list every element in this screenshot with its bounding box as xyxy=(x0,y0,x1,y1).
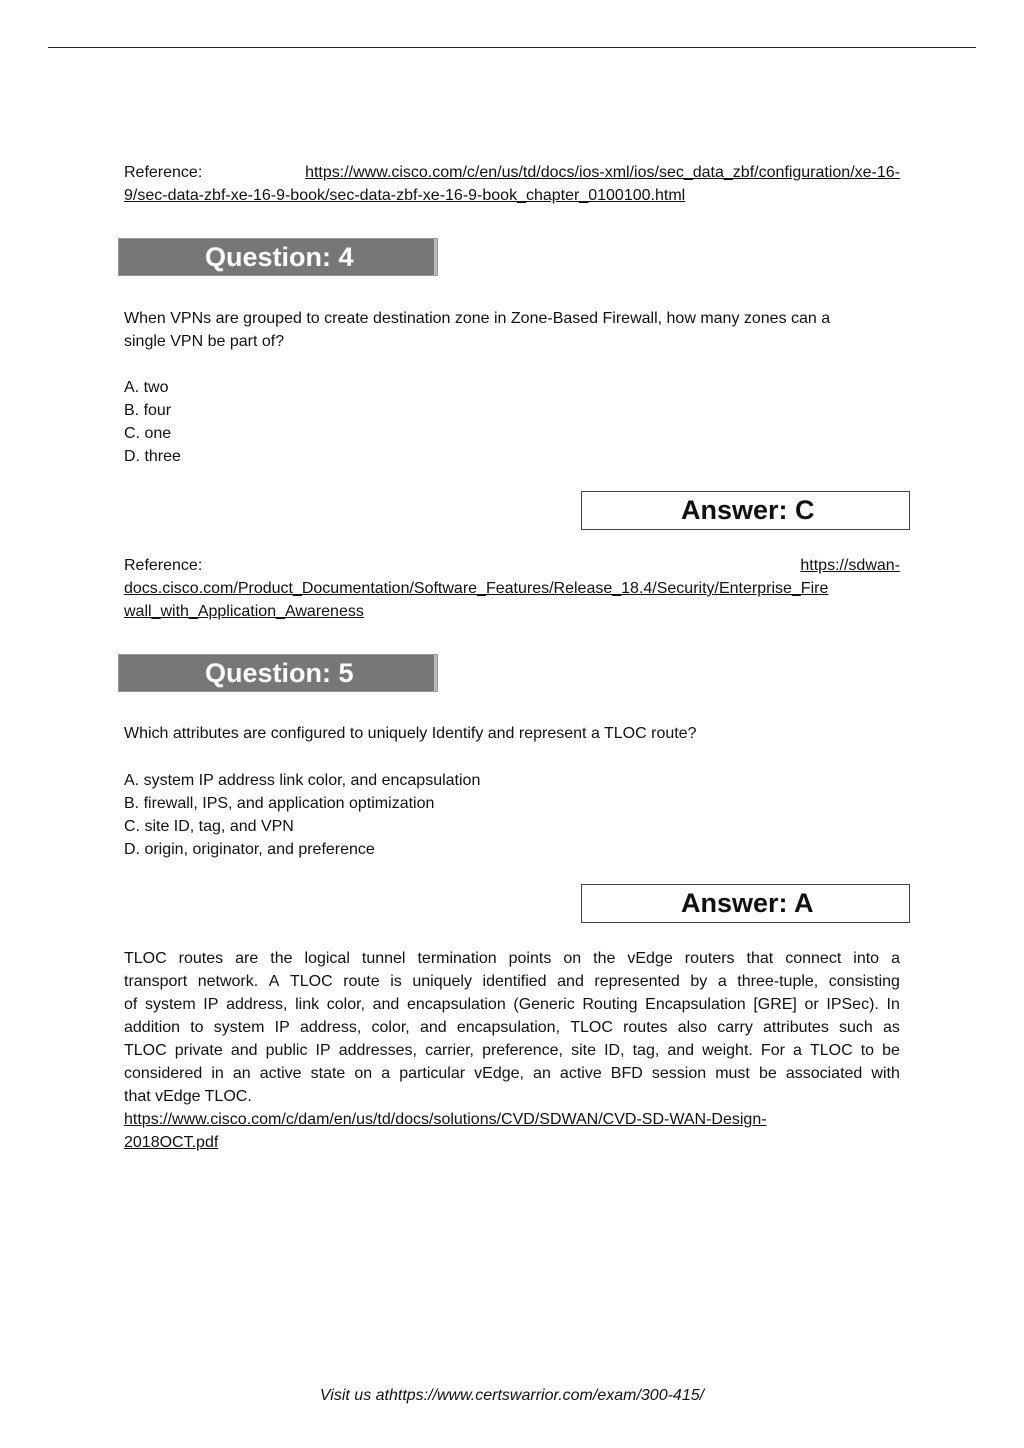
footer-text: Visit us athttps://www.certswarrior.com/exam/300-415/ xyxy=(319,1387,705,1404)
explanation-line: TLOC private and public IP addresses, carrier, preference, site ID, tag, and weight. For a TLOC to be xyxy=(124,1042,900,1059)
question-4-text-line2: single VPN be part of? xyxy=(124,333,285,350)
question-4-heading xyxy=(118,238,438,276)
question-5-explanation xyxy=(124,947,900,1154)
explanation-line: that vEdge TLOC. xyxy=(124,1088,252,1105)
reference-label: Reference: xyxy=(124,557,203,574)
question-4-answer-box xyxy=(581,491,910,530)
question-4-options xyxy=(124,376,900,468)
header-rule xyxy=(48,47,976,48)
question-4-text xyxy=(124,307,900,353)
option-b: B. firewall, IPS, and application optimization xyxy=(124,795,435,812)
explanation-line: of system IP address, link color, and encapsulation (Generic Routing Encapsulation [GRE] or IPSec). In xyxy=(124,996,900,1013)
explanation-line: TLOC routes are the logical tunnel termination points on the vEdge routers that connect into a xyxy=(124,950,900,967)
reference-label: Reference: xyxy=(124,164,203,181)
question-5-options xyxy=(124,769,900,861)
reference-link-cont[interactable]: wall_with_Application_Awareness xyxy=(124,603,364,620)
option-d: D. origin, originator, and preference xyxy=(124,841,375,858)
question-5-heading xyxy=(118,654,438,692)
reference-link[interactable]: https://www.cisco.com/c/en/us/td/docs/ios-xml/ios/sec_data_zbf/configuration/xe-16- xyxy=(305,164,900,181)
explanation-link-cont[interactable]: 2018OCT.pdf xyxy=(124,1134,219,1151)
question-4-title: Question: 4 xyxy=(205,242,354,272)
question-4-answer: Answer: C xyxy=(681,495,815,525)
option-a: A. two xyxy=(124,379,169,396)
option-c: C. site ID, tag, and VPN xyxy=(124,818,294,835)
question-4-text-line1: When VPNs are grouped to create destination zone in Zone-Based Firewall, how many zones can a xyxy=(124,310,831,327)
question-4-reference xyxy=(124,554,900,623)
option-d: D. three xyxy=(124,448,181,465)
explanation-link[interactable]: https://www.cisco.com/c/dam/en/us/td/docs/solutions/CVD/SDWAN/CVD-SD-WAN-Design- xyxy=(124,1111,767,1128)
question-5-answer-box xyxy=(581,884,910,923)
question-5-title: Question: 5 xyxy=(205,658,354,688)
reference-link[interactable]: https://sdwan- xyxy=(800,557,900,574)
option-b: B. four xyxy=(124,402,172,419)
explanation-line: considered in an active state on a particular vEdge, an active BFD session must be associated with xyxy=(124,1065,900,1082)
reference-link-cont[interactable]: 9/sec-data-zbf-xe-16-9-book/sec-data-zbf-xe-16-9-book_chapter_0100100.html xyxy=(124,187,686,204)
explanation-line: transport network. A TLOC route is uniquely identified and represented by a three-tuple, consisting xyxy=(124,973,900,990)
reference-link-cont[interactable]: docs.cisco.com/Product_Documentation/Software_Features/Release_18.4/Security/Enterprise_Fire xyxy=(124,580,829,597)
question-5-text: Which attributes are configured to uniquely Identify and represent a TLOC route? xyxy=(124,725,697,742)
question-5-answer: Answer: A xyxy=(681,888,814,918)
option-a: A. system IP address link color, and encapsulation xyxy=(124,772,481,789)
reference-block-1 xyxy=(124,161,900,207)
explanation-line: addition to system IP address, color, and encapsulation, TLOC routes also carry attributes such as xyxy=(124,1019,900,1036)
option-c: C. one xyxy=(124,425,172,442)
